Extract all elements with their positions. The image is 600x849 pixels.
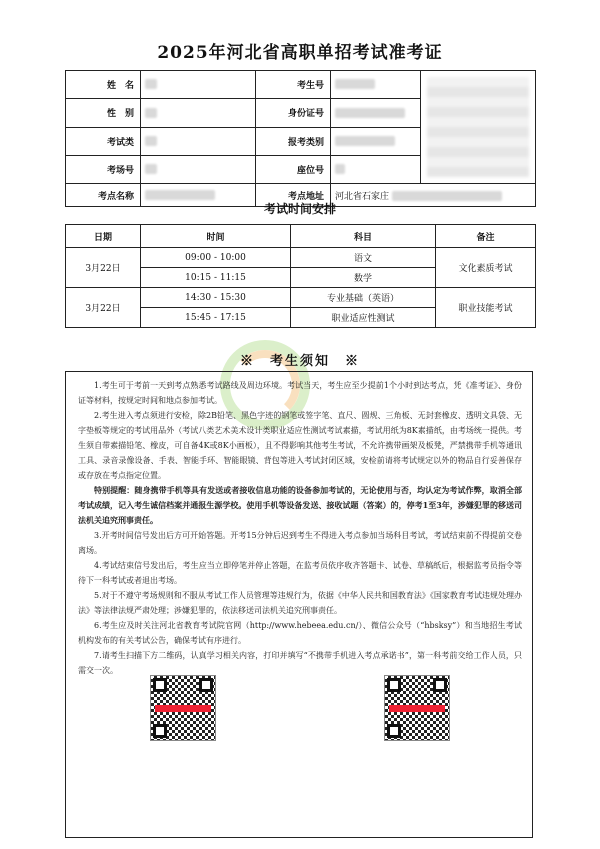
row3-subject: 专业基础（英语） bbox=[291, 288, 436, 308]
notice-title: ※ 考生须知 ※ bbox=[239, 354, 360, 369]
gender-label: 性 别 bbox=[66, 99, 141, 127]
notice-p8: 7.请考生扫描下方二维码，认真学习相关内容，打印并填写“不携带手机进入考点承诺书”，第一科考前交给工作人员，只需交一次。 bbox=[78, 651, 522, 675]
row1-date: 3月22日 bbox=[66, 248, 141, 288]
schedule-table bbox=[65, 224, 536, 328]
row1-subject: 语文 bbox=[291, 248, 436, 268]
page-title: 2025年河北省高职单招考试准考证 bbox=[157, 43, 443, 63]
seat-value bbox=[331, 155, 421, 183]
header-date: 日期 bbox=[66, 225, 141, 248]
qr-code-left bbox=[150, 675, 216, 741]
category-value bbox=[331, 127, 421, 155]
room-label: 考场号 bbox=[66, 155, 141, 183]
site-addr-value: 河北省石家庄 bbox=[331, 184, 536, 207]
row3-note: 职业技能考试 bbox=[436, 288, 536, 328]
header-subject: 科目 bbox=[291, 225, 436, 248]
category-label: 报考类别 bbox=[256, 127, 331, 155]
exam-no-value bbox=[331, 71, 421, 99]
name-label: 姓 名 bbox=[66, 71, 141, 99]
name-value bbox=[141, 71, 256, 99]
row3-time: 14:30 - 15:30 bbox=[141, 288, 291, 308]
exam-type-value bbox=[141, 127, 256, 155]
row2-time: 10:15 - 11:15 bbox=[141, 268, 291, 288]
room-value bbox=[141, 155, 256, 183]
row1-note: 文化素质考试 bbox=[436, 248, 536, 288]
notice-special-reminder: 特别提醒：随身携带手机等具有发送或者接收信息功能的设备参加考试的，无论使用与否，均认定为考试作弊，取消全部考试成绩，记入考生诚信档案并通报生源学校。使用手机等设备发送、接收试题（答案）的，停考1至3年，涉嫌犯罪的移送司法机关追究刑事责任。 bbox=[78, 485, 522, 525]
header-time: 时间 bbox=[141, 225, 291, 248]
row4-time: 15:45 - 17:15 bbox=[141, 308, 291, 328]
notice-p6: 5.对于不遵守考场规则和不服从考试工作人员管理等违规行为，依据《中华人民共和国教育法》《国家教育考试违规处理办法》等法律法规严肃处理；涉嫌犯罪的，依法移送司法机关追究刑事责任。 bbox=[78, 591, 522, 615]
candidate-photo bbox=[421, 71, 536, 184]
site-name-label: 考点名称 bbox=[66, 184, 141, 207]
row2-subject: 数学 bbox=[291, 268, 436, 288]
schedule-title: 考试时间安排 bbox=[263, 202, 336, 216]
notice-p4: 3.开考时间信号发出后方可开始答题。开考15分钟后迟到考生不得进入考点参加当场科目考试，考试结束前不得提前交卷离场。 bbox=[78, 531, 522, 555]
header-note: 备注 bbox=[436, 225, 536, 248]
site-addr-label: 考点地址 bbox=[256, 184, 331, 207]
exam-no-label: 考生号 bbox=[256, 71, 331, 99]
qr-code-right bbox=[384, 675, 450, 741]
id-label: 身份证号 bbox=[256, 99, 331, 127]
notice-text bbox=[78, 378, 522, 678]
row1-time: 09:00 - 10:00 bbox=[141, 248, 291, 268]
row4-subject: 职业适应性测试 bbox=[291, 308, 436, 328]
notice-p7: 6.考生应及时关注河北省教育考试院官网（http://www.hebeea.edu.cn/）、微信公众号（“hbsksy”）和当地招生考试机构发布的有关考试公告，确保考试有序进行。 bbox=[78, 621, 522, 645]
candidate-info-table bbox=[65, 70, 536, 207]
id-value bbox=[331, 99, 421, 127]
notice-p2: 2.考生进入考点须进行安检，除2B铅笔、黑色字迹的钢笔或签字笔、直尺、圆规、三角板、无封套橡皮、透明文具袋、无字垫板等规定的考试用品外（考试八类艺术美术设计类职业适应性测试考试素描，考试用纸为8K素描纸，由考场统一提供。考生须自带素描铅笔、橡皮，可自备4K或8K小画板），且不得影响其他考生考试，不允许携带画架及板凳，严禁携带手机等通讯工具、录音录像设备、手表、智能手环、智能眼镜、背包等进入考试封闭区域，安检前请将考试规定以外的物品自行妥善保存或存放在考点指定位置。 bbox=[78, 411, 522, 480]
notice-p1: 1.考生可于考前一天到考点熟悉考试路线及周边环境。考试当天，考生应至少提前1个小时到达考点，凭《准考证》、身份证等材料，按规定时间和地点参加考试。 bbox=[78, 381, 522, 405]
exam-type-label: 考试类 bbox=[66, 127, 141, 155]
notice-p5: 4.考试结束信号发出后，考生应当立即停笔并停止答题，在监考员依序收齐答题卡、试卷、草稿纸后，根据监考员指令等待下一科考试或者退出考场。 bbox=[78, 561, 522, 585]
gender-value bbox=[141, 99, 256, 127]
row3-date: 3月22日 bbox=[66, 288, 141, 328]
seat-label: 座位号 bbox=[256, 155, 331, 183]
